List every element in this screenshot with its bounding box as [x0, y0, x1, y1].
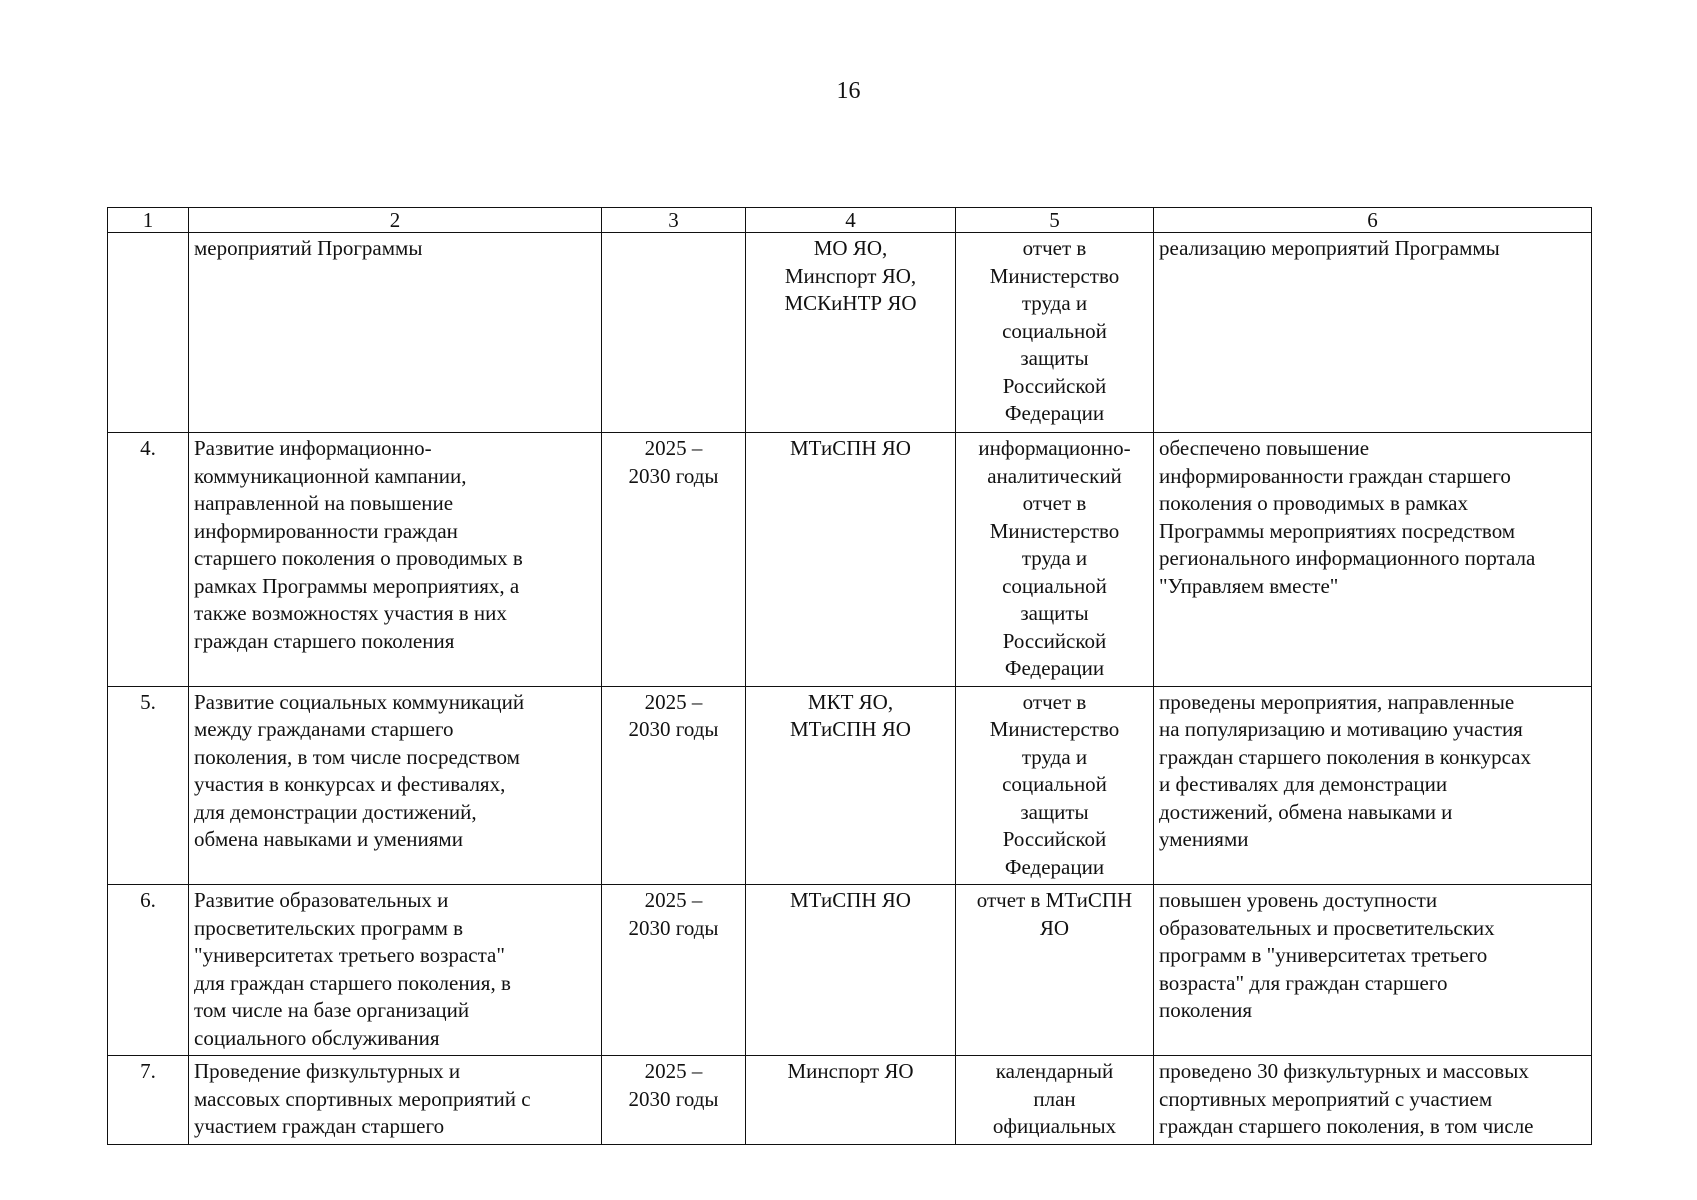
page-number: 16 — [836, 78, 861, 104]
period-cell: 2025 – 2030 годы — [602, 433, 746, 687]
report-cell: отчет в Министерство труда и социальной защиты Российской Федерации — [956, 233, 1154, 433]
table-row — [108, 686, 1592, 885]
activity-cell: Развитие информационно- коммуникационной кампании, направленной на повышение информированности граждан старшего поколения о проводимых в рамках Программы мероприятиях, а также возможностях участия в них граждан старшего поколения — [189, 433, 602, 687]
column-header: 5 — [956, 208, 1154, 233]
column-header: 3 — [602, 208, 746, 233]
executor-cell: МТиСПН ЯО — [746, 885, 956, 1056]
result-cell: реализацию мероприятий Программы — [1154, 233, 1592, 433]
table-row — [108, 885, 1592, 1056]
period-cell: 2025 – 2030 годы — [602, 1056, 746, 1145]
result-cell: проведено 30 физкультурных и массовых спортивных мероприятий с участием граждан старшего поколения, в том числе — [1154, 1056, 1592, 1145]
row-number — [108, 233, 189, 433]
report-cell: отчет в МТиСПН ЯО — [956, 885, 1154, 1056]
executor-cell: МО ЯО, Минспорт ЯО, МСКиНТР ЯО — [746, 233, 956, 433]
column-header: 6 — [1154, 208, 1592, 233]
activity-cell: Развитие образовательных и просветительских программ в "университетах третьего возраста" для граждан старшего поколения, в том числе на базе организаций социального обслуживания — [189, 885, 602, 1056]
executor-cell: МТиСПН ЯО — [746, 433, 956, 687]
column-number-row — [108, 208, 1592, 233]
row-number: 4. — [108, 433, 189, 687]
activity-cell: Развитие социальных коммуникаций между гражданами старшего поколения, в том числе посредством участия в конкурсах и фестивалях, для демонстрации достижений, обмена навыками и умениями — [189, 686, 602, 885]
table-row — [108, 433, 1592, 687]
row-number: 5. — [108, 686, 189, 885]
table-row — [108, 233, 1592, 433]
column-header: 1 — [108, 208, 189, 233]
row-number: 6. — [108, 885, 189, 1056]
table-row — [108, 1056, 1592, 1145]
activity-cell: мероприятий Программы — [189, 233, 602, 433]
period-cell: 2025 – 2030 годы — [602, 885, 746, 1056]
activity-cell: Проведение физкультурных и массовых спортивных мероприятий с участием граждан старшего — [189, 1056, 602, 1145]
result-cell: обеспечено повышение информированности граждан старшего поколения о проводимых в рамках Программы мероприятиях посредством регионального информационного портала "Управляем вместе" — [1154, 433, 1592, 687]
report-cell: отчет в Министерство труда и социальной защиты Российской Федерации — [956, 686, 1154, 885]
column-header: 2 — [189, 208, 602, 233]
report-cell: информационно- аналитический отчет в Министерство труда и социальной защиты Российской Федерации — [956, 433, 1154, 687]
report-cell: календарный план официальных — [956, 1056, 1154, 1145]
period-cell — [602, 233, 746, 433]
activities-table — [107, 207, 1592, 1145]
period-cell: 2025 – 2030 годы — [602, 686, 746, 885]
executor-cell: Минспорт ЯО — [746, 1056, 956, 1145]
row-number: 7. — [108, 1056, 189, 1145]
result-cell: проведены мероприятия, направленные на популяризацию и мотивацию участия граждан старшего поколения в конкурсах и фестивалях для демонстрации достижений, обмена навыками и умениями — [1154, 686, 1592, 885]
result-cell: повышен уровень доступности образовательных и просветительских программ в "университетах третьего возраста" для граждан старшего поколения — [1154, 885, 1592, 1056]
column-header: 4 — [746, 208, 956, 233]
executor-cell: МКТ ЯО, МТиСПН ЯО — [746, 686, 956, 885]
